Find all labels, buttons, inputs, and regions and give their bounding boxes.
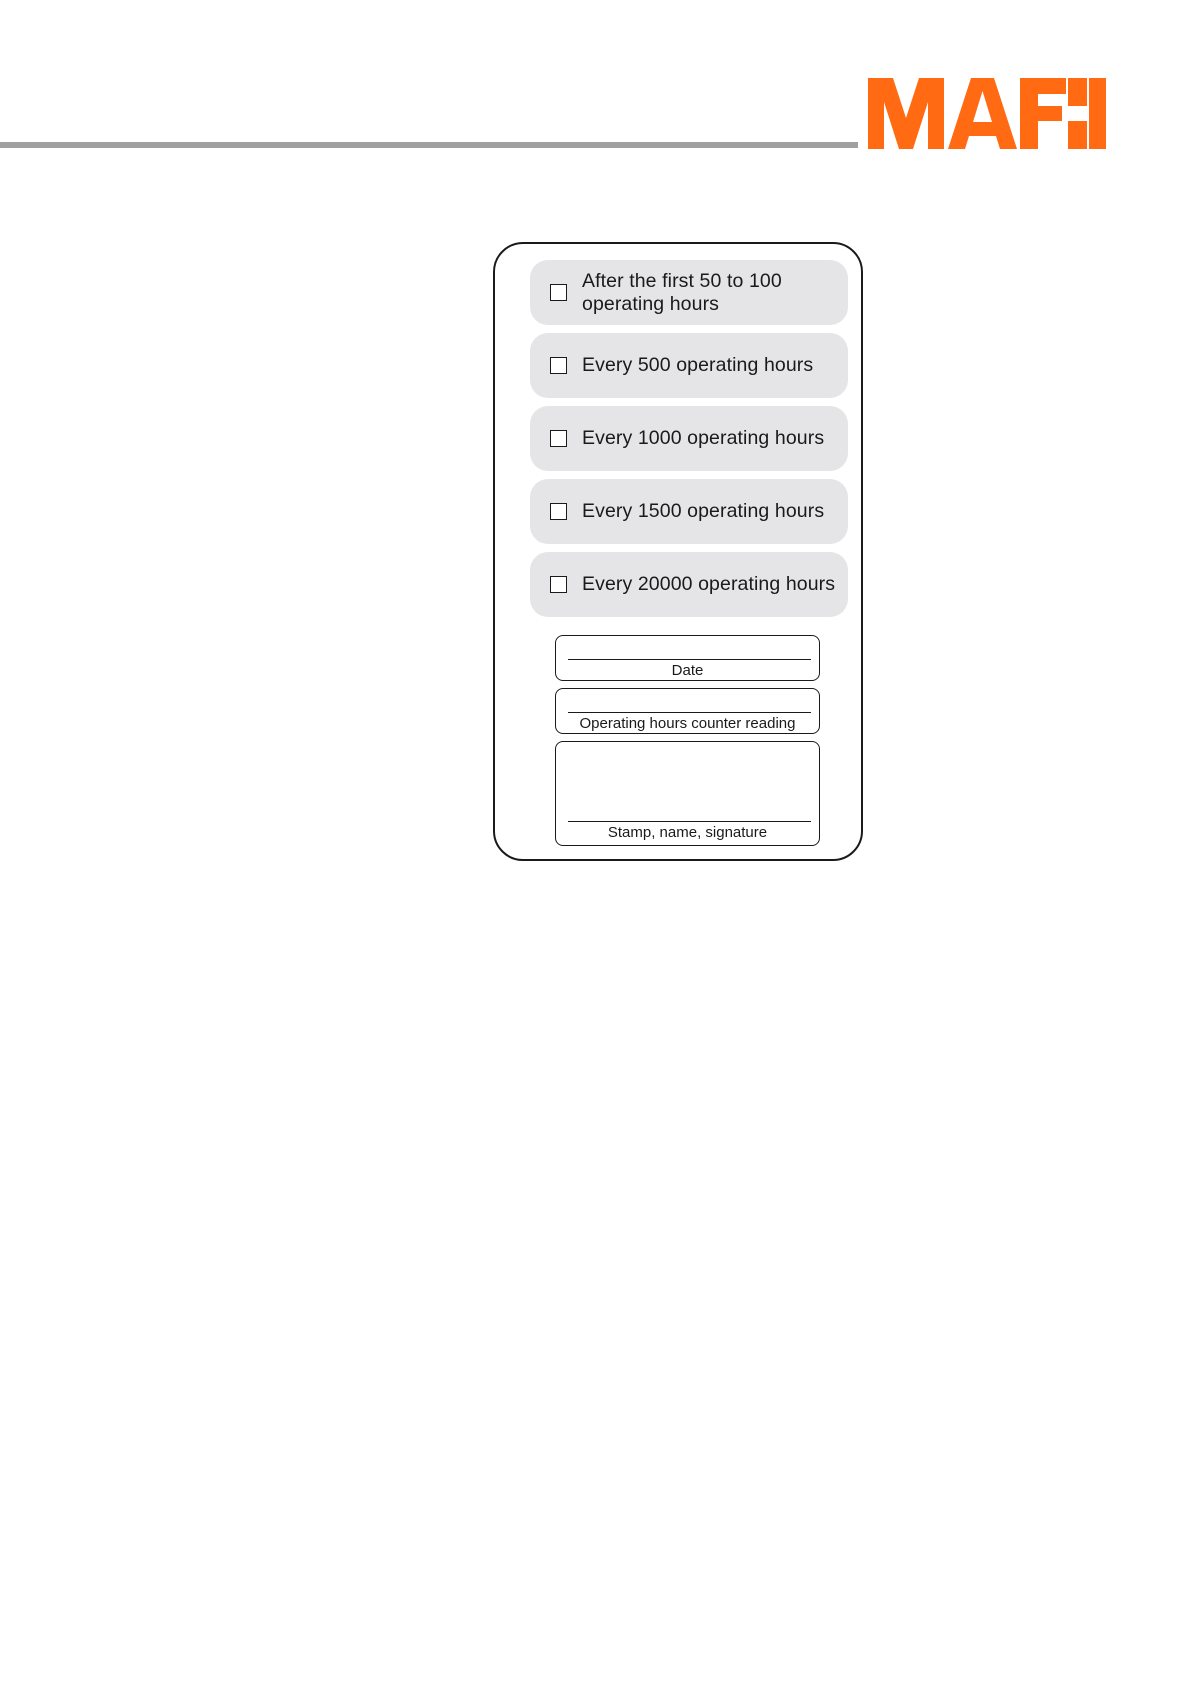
header-rule — [0, 142, 858, 148]
option-label: After the first 50 to 100 operating hours — [582, 269, 782, 315]
option-label: Every 1000 operating hours — [582, 427, 825, 449]
checkbox-first-50-100-hours[interactable] — [550, 284, 567, 301]
signature-entry-line — [568, 821, 811, 822]
signature-caption: Stamp, name, signature — [607, 824, 768, 841]
option-label: Every 1500 operating hours — [582, 500, 825, 522]
option-every-500-hours[interactable] — [530, 333, 848, 398]
checkbox-every-1500-hours[interactable] — [550, 503, 567, 520]
checkbox-every-1000-hours[interactable] — [550, 430, 567, 447]
date-field[interactable] — [555, 635, 820, 681]
option-every-1000-hours[interactable] — [530, 406, 848, 471]
checkbox-every-500-hours[interactable] — [550, 357, 567, 374]
hours-counter-field[interactable] — [555, 688, 820, 734]
counter-entry-line — [568, 712, 811, 713]
option-label: Every 500 operating hours — [582, 354, 814, 376]
option-every-20000-hours[interactable] — [530, 552, 848, 617]
date-caption: Date — [671, 662, 704, 679]
option-label: Every 20000 operating hours — [582, 573, 836, 595]
option-every-1500-hours[interactable] — [530, 479, 848, 544]
option-first-50-100-hours[interactable] — [530, 260, 848, 325]
counter-caption: Operating hours counter reading — [579, 715, 796, 732]
maintenance-record-card — [493, 242, 863, 861]
date-entry-line — [568, 659, 811, 660]
checkbox-every-20000-hours[interactable] — [550, 576, 567, 593]
mafi-logo — [868, 78, 1106, 149]
signature-field[interactable] — [555, 741, 820, 846]
